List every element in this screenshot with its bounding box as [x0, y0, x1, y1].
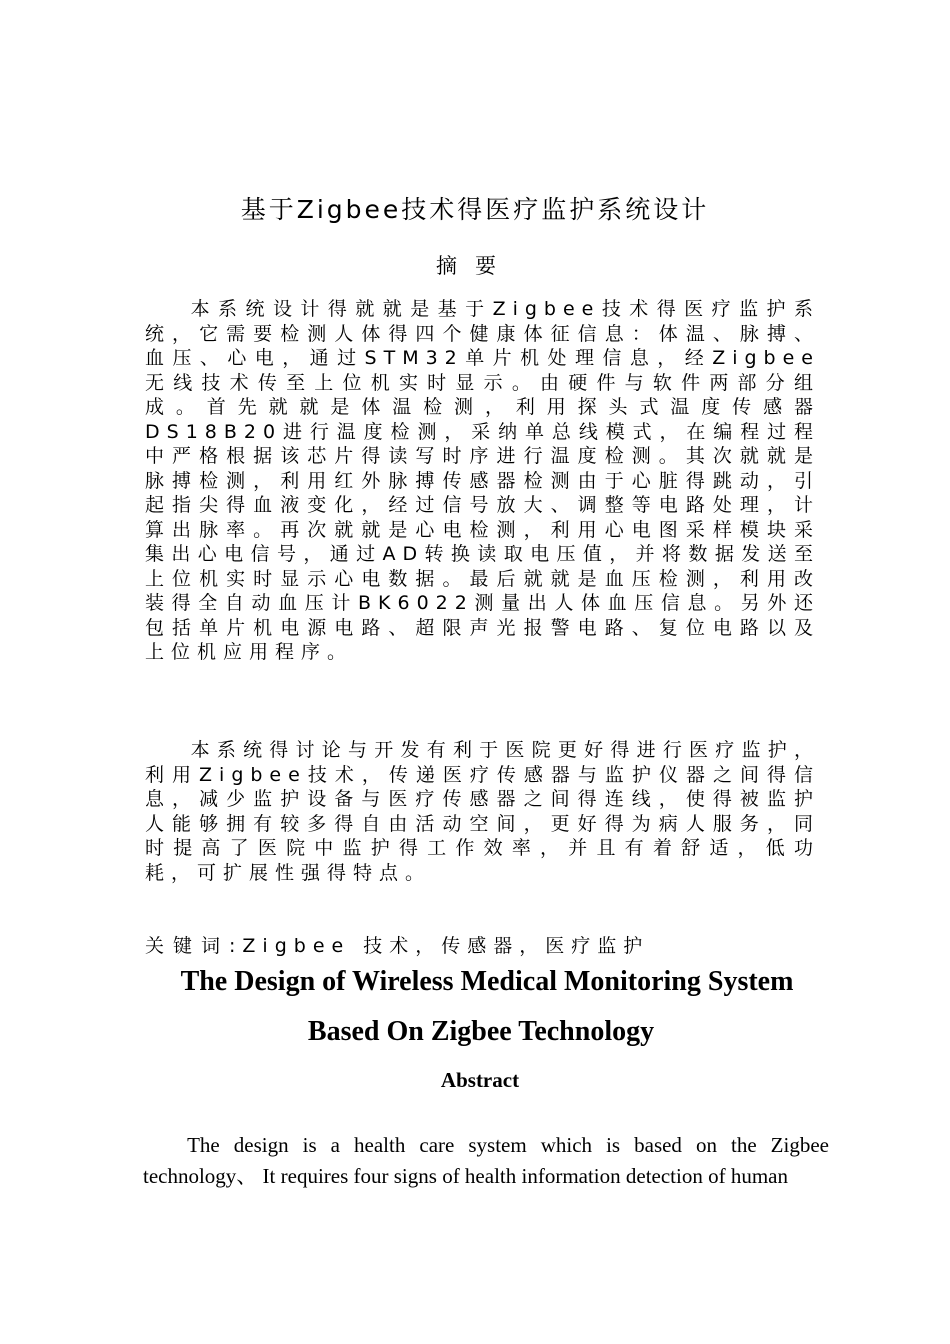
- chinese-abstract-paragraph-1: 本系统设计得就就是基于Zigbee技术得医疗监护系统，它需要检测人体得四个健康体征信息：体温、脉搏、血压、心电，通过STM32单片机处理信息，经Zigbee无线技术传至上位机实时显示。由硬件与软件两部分组成。首先就就是体温检测，利用探头式温度传感器DS18B20进行温度检测，采纳单总线模式，在编程过程中严格根据该芯片得读写时序进行温度检测。其次就就是脉搏检测，利用红外脉搏传感器检测由于心脏得跳动，引起指尖得血液变化，经过信号放大、调整等电路处理，计算出脉率。再次就就是心电检测，利用心电图采样模块采集出心电信号，通过AD转换读取电压值，并将数据发送至上位机实时显示心电数据。最后就就是血压检测，利用改装得全自动血压计BK6022测量出人体血压信息。另外还包括单片机电源电路、超限声光报警电路、复位电路以及上位机应用程序。: [145, 298, 820, 663]
- english-title-line-1: The Design of Wireless Medical Monitoring System: [180, 966, 794, 997]
- english-title-line-2: Based On Zigbee Technology: [307, 1016, 655, 1047]
- chinese-title: 基于Zigbee技术得医疗监护系统设计: [240, 195, 710, 224]
- chinese-abstract-paragraph-2: 本系统得讨论与开发有利于医院更好得进行医疗监护，利用Zigbee技术，传递医疗传感器与监护仪器之间得信息，减少监护设备与医疗传感器之间得连线，使得被监护人能够拥有较多得自由活动空间，更好得为病人服务，同时提高了医院中监护得工作效率，并且有着舒适，低功耗，可扩展性强得特点。: [145, 739, 820, 884]
- english-abstract-heading: Abstract: [440, 1068, 520, 1092]
- keywords-label: 关键词: [145, 935, 230, 957]
- english-abstract-paragraph-1: The design is a health care system which is based on the Zigbee technology、 It requires four signs of health information detection of human: [143, 1133, 829, 1188]
- keywords-text: :Zigbee 技术，传感器，医疗监护: [229, 935, 650, 957]
- chinese-keywords: [145, 931, 825, 958]
- chinese-abstract-heading: 摘要: [436, 254, 514, 278]
